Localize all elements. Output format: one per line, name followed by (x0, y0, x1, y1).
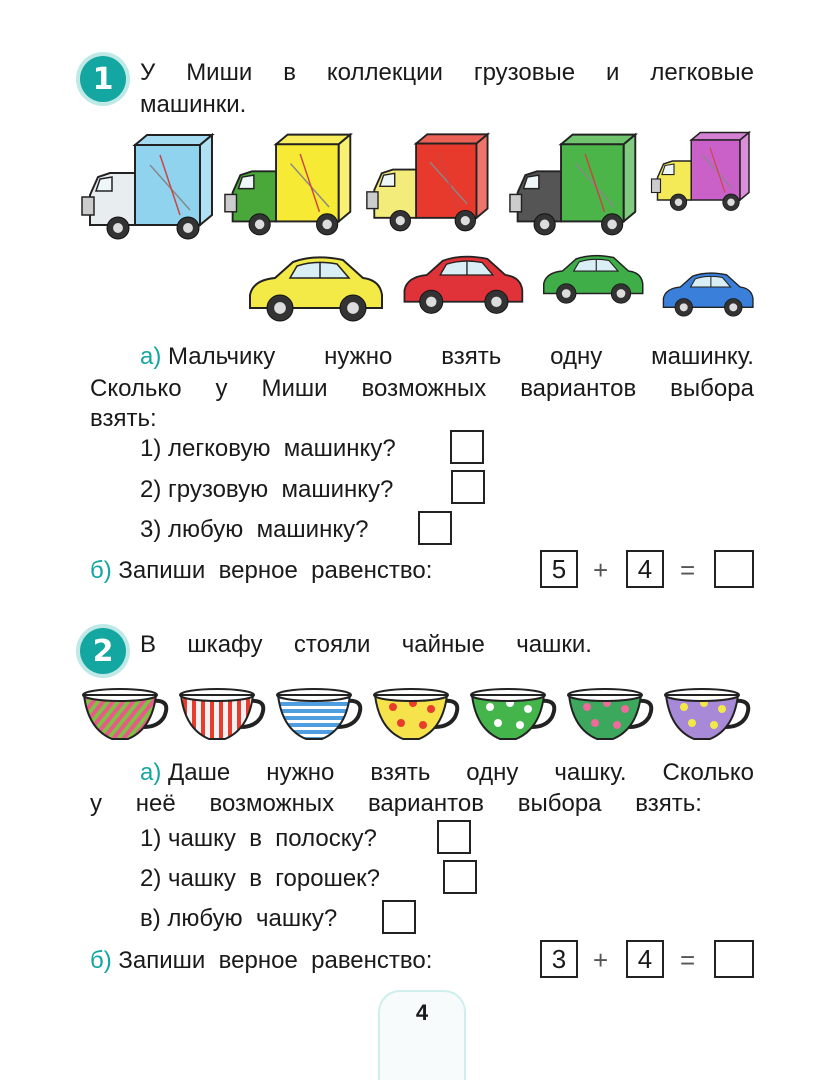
cars-illustration (240, 250, 760, 330)
equation-answer-box[interactable] (714, 940, 754, 978)
teacup-icon (274, 683, 360, 753)
task2-question-1: 1) чашку в полоску? (140, 825, 377, 852)
answer-box-2[interactable] (451, 470, 485, 504)
task2-a-line1: а) Даше нужно взять одну чашку. Сколько (140, 759, 754, 786)
answer-box-3[interactable] (382, 900, 416, 934)
truck-icon (82, 135, 212, 239)
task1-question-3: 3) любую машинку? (140, 516, 369, 543)
task1-question-1: 1) легковую машинку? (140, 435, 396, 462)
task2-b-line: б) Запиши верное равенство: (90, 947, 433, 974)
answer-box-1[interactable] (437, 820, 471, 854)
equation-answer-box[interactable] (714, 550, 754, 588)
task1-b-line: б) Запиши верное равенство: (90, 557, 433, 584)
task1-question-2: 2) грузовую машинку? (140, 476, 394, 503)
trucks-illustration (80, 125, 770, 250)
equation-term-box: 3 (540, 940, 578, 978)
task-number-badge: 2 (80, 628, 126, 674)
car-icon (663, 273, 753, 316)
teacup-icon (471, 689, 554, 739)
equals-sign: = (680, 555, 696, 585)
plus-sign: + (593, 945, 609, 975)
task2-question-3: в) любую чашку? (140, 905, 338, 932)
task-number-badge: 1 (80, 56, 126, 102)
answer-box-2[interactable] (443, 860, 477, 894)
car-icon (404, 257, 522, 314)
task1-a-line3: взять: (90, 405, 157, 432)
truck-icon (225, 135, 350, 235)
truck-icon (367, 134, 488, 231)
equals-sign: = (680, 945, 696, 975)
teacup-icon (665, 689, 748, 739)
task1-intro-line2: машинки. (140, 91, 247, 118)
task1-intro-line1: У Миши в коллекции грузовые и легковые (140, 59, 754, 86)
truck-icon (510, 135, 635, 235)
task2-question-2: 2) чашку в горошек? (140, 865, 381, 892)
truck-icon (652, 133, 750, 211)
car-icon (544, 256, 643, 304)
plus-sign: + (593, 555, 609, 585)
equation-term-box: 4 (626, 940, 664, 978)
equation-term-box: 5 (540, 550, 578, 588)
teacup-icon (568, 689, 651, 739)
task2-a-line2: у неё возможных вариантов выбора взять: (90, 790, 702, 817)
task2-intro: В шкафу стояли чайные чашки. (140, 631, 592, 658)
cups-illustration (80, 683, 770, 753)
subtask-letter: а) (140, 759, 162, 786)
teacup-icon (374, 689, 457, 739)
subtask-letter: а) (140, 343, 162, 370)
equation-term-box: 4 (626, 550, 664, 588)
task1-a-line1: а) Мальчику нужно взять одну машинку. (140, 343, 754, 370)
answer-box-3[interactable] (418, 511, 452, 545)
car-icon (250, 257, 382, 321)
page-number: 4 (378, 990, 466, 1080)
answer-box-1[interactable] (450, 430, 484, 464)
task1-a-line2: Сколько у Миши возможных вариантов выбора (90, 375, 754, 402)
